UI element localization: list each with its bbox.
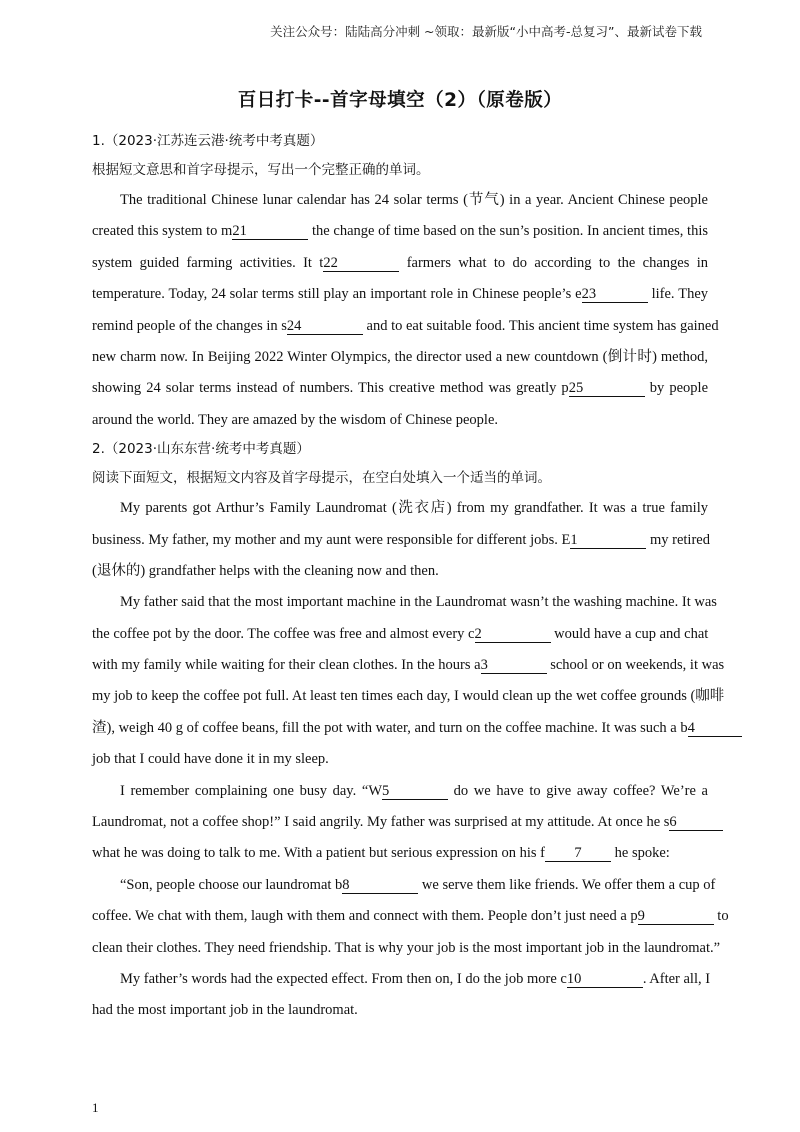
passage-1-line [92,248,708,279]
page-number: 1 [92,1100,99,1115]
answer-blank-24[interactable]: 24 [287,318,363,335]
passage-2-line: had the most important job in the laundromat. [92,1002,358,1019]
question-2-instruction: 阅读下面短文，根据短文内容及首字母提示，在空白处填入一个适当的单词。 [92,470,551,487]
answer-blank-4[interactable]: 4 [688,720,742,737]
answer-blank-3[interactable]: 3 [481,657,547,674]
answer-blank-1[interactable]: 1 [570,532,646,549]
answer-blank-23[interactable]: 23 [582,286,648,303]
passage-2-line [92,713,708,744]
passage-2-line [92,619,708,650]
text-span: My father’s words had the expected effect. From then on, I do the job more c [120,970,567,987]
header-note: 关注公众号：陆陆高分冲刺 ~领取：最新版“小中高考-总复习”、最新试卷下载 [270,24,702,39]
text-span: “Son, people choose our laundromat b [120,876,343,893]
answer-blank-22[interactable]: 22 [323,255,399,272]
passage-1-line: new charm now. In Beijing 2022 Winter Olympics, the director used a new countdown (倒计时) method, [92,348,708,365]
text-span: remind people of the changes in s [92,317,287,334]
answer-blank-2[interactable]: 2 [475,626,551,643]
text-span: and to eat suitable food. This ancient time system has gained [362,317,719,334]
passage-1-line [92,373,708,404]
passage-2-line [92,870,716,901]
passage-2-line [92,964,711,995]
text-span: coffee. We chat with them, laugh with them and connect with them. People don’t just need a p [92,908,638,925]
answer-blank-8[interactable]: 8 [342,877,418,894]
page-title: 百日打卡--首字母填空（2）（原卷版） [237,90,563,111]
text-span: what he was doing to talk to me. With a patient but serious expression on his f [92,845,546,862]
passage-2-line: my job to keep the coffee pot full. At least ten times each day, I would clean up the wet coffee grounds (咖啡 [92,688,725,705]
text-span: the coffee pot by the door. The coffee was free and almost every c [92,625,475,642]
text-span: by people [644,380,709,397]
question-2-source: 2.（2023·山东东营·统考中考真题） [92,441,310,458]
text-span: with my family while waiting for their clean clothes. In the hours a [92,657,481,674]
text-span: do we have to give away coffee? We’re a [448,782,708,799]
passage-2-line [92,650,725,681]
answer-blank-10[interactable]: 10 [567,971,643,988]
text-span: I remember complaining one busy day. “W [120,782,382,799]
text-span: showing 24 solar terms instead of numbers. This creative method was greatly p [92,380,569,397]
text-span: farmers what to do according to the changes in [399,254,708,271]
passage-1-line [92,311,719,342]
document-body [92,128,729,1027]
answer-blank-5[interactable]: 5 [382,783,448,800]
text-span: Laundromat, not a coffee shop!” I said angrily. My father was surprised at my attitude. At once he s [92,814,670,831]
answer-blank-7[interactable]: 7 [545,845,611,862]
answer-blank-6[interactable]: 6 [669,814,723,831]
passage-2-line [92,807,708,838]
answer-blank-9[interactable]: 9 [638,908,714,925]
question-1-source: 1.（2023·江苏连云港·统考中考真题） [92,133,324,149]
text-span: business. My father, my mother and my aunt were responsible for different jobs. E [92,531,571,548]
text-span: to [713,908,729,925]
passage-2-line [92,525,708,556]
text-span: system guided farming activities. It t [92,254,324,271]
passage-2-line: clean their clothes. They need friendship. That is why your job is the most important job in the laundromat.” [92,939,721,956]
text-span: my retired [646,531,710,548]
passage-1-line: around the world. They are amazed by the wisdom of Chinese people. [92,411,499,428]
passage-1-line [92,216,708,247]
text-span: created this system to m [92,223,233,240]
text-span: life. They [647,286,708,303]
passage-2-line [92,901,729,932]
passage-2-line: (退休的) grandfather helps with the cleaning now and then. [92,562,439,579]
answer-blank-21[interactable]: 21 [232,223,308,240]
answer-blank-25[interactable]: 25 [569,380,645,397]
passage-2-line: job that I could have done it in my sleep. [92,751,329,768]
passage-2-line [92,838,708,869]
text-span: the change of time based on the sun’s position. In ancient times, this [308,223,709,240]
text-span: temperature. Today, 24 solar terms still play an important role in Chinese people’s e [92,286,582,303]
text-span: school or on weekends, it was [546,657,725,674]
passage-1-line [92,279,708,310]
text-span: he spoke: [611,845,670,862]
passage-2-line [92,776,708,807]
text-span: 渣), weigh 40 g of coffee beans, fill the pot with water, and turn on the coffee machine. It was such a b [92,719,688,736]
passage-1-line: The traditional Chinese lunar calendar has 24 solar terms (节气) in a year. Ancient Chinese people [120,192,708,208]
text-span: would have a cup and chat [550,625,709,642]
passage-2-line: My parents got Arthur’s Family Laundromat (洗衣店) from my grandfather. It was a true family [120,500,708,517]
text-span: we serve them like friends. We offer them a cup of [418,876,716,893]
passage-2-line: My father said that the most important machine in the Laundromat wasn’t the washing machine. It was [120,594,717,611]
question-1-instruction: 根据短文意思和首字母提示，写出一个完整正确的单词。 [92,162,430,178]
text-span: . After all, I [642,970,711,987]
